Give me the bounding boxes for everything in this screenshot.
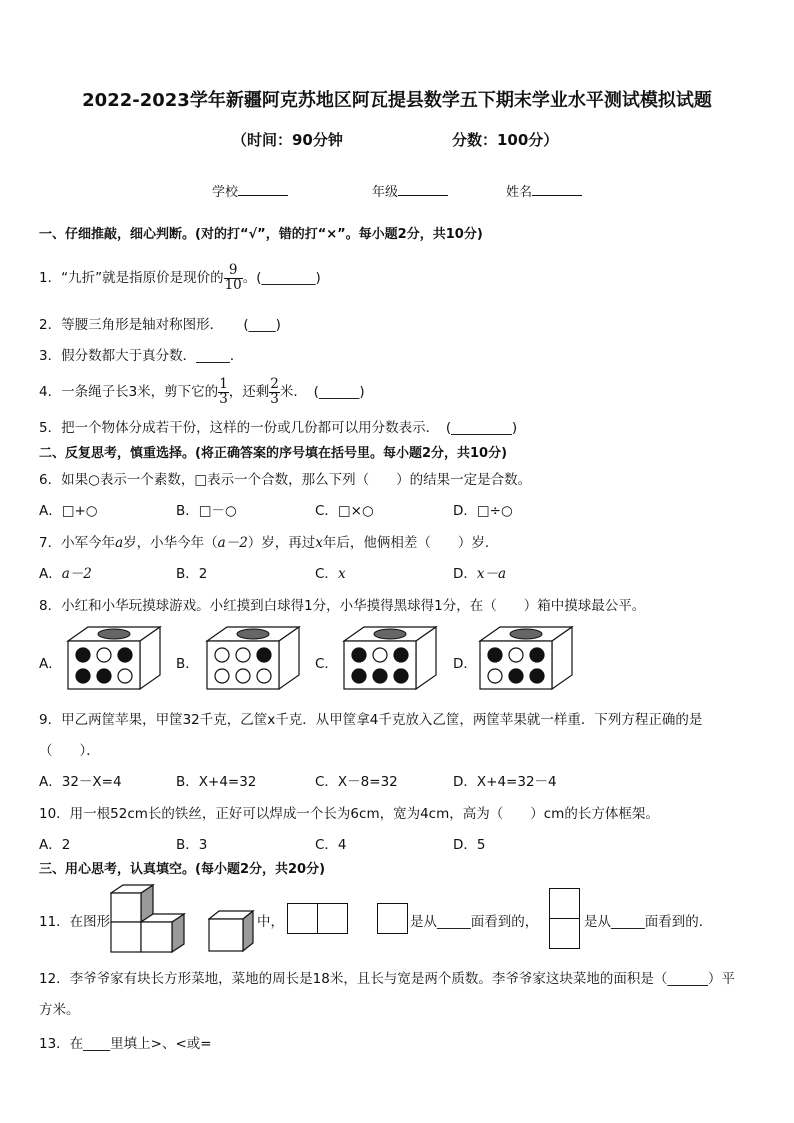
question-9: 9．甲乙两筐苹果，甲筐32千克，乙筐x千克．从甲筐拿4千克放入乙筐，两筐苹果就一样重．下列方程正确的是	[39, 712, 703, 728]
view-square-top	[549, 888, 580, 919]
q7-option-d[interactable]: D．x－a	[453, 566, 507, 582]
question-13: 13．在____里填上>、<或=	[39, 1036, 212, 1052]
question-12-line2: 方米。	[39, 1002, 80, 1018]
black-ball	[118, 648, 132, 662]
ball-box-c	[340, 625, 440, 691]
section-3-heading: 三、用心思考，认真填空。(每小题2分，共20分)	[39, 862, 326, 877]
black-ball	[257, 648, 271, 662]
white-ball	[215, 648, 229, 662]
grade-field[interactable]	[372, 181, 448, 200]
question-12-line1: 12．李爷爷家有块长方形菜地，菜地的周长是18米，且长与宽是两个质数。李爷爷家这块菜地的面积是（______）平	[39, 971, 735, 987]
white-ball	[118, 669, 132, 683]
view-single-square	[377, 903, 408, 934]
question-10: 10．用一根52cm长的铁丝，正好可以焊成一个长为6cm，宽为4cm，高为（ ）cm的长方体框架。	[39, 806, 659, 822]
fraction-2-3: $\frac{2}{3}$	[270, 376, 279, 407]
q9-option-d[interactable]: D．X+4=32－4	[453, 774, 557, 790]
question-6: 6．如果○表示一个素数，□表示一个合数，那么下列（ ）的结果一定是合数。	[39, 472, 532, 488]
q9-option-a[interactable]: A．32－X=4	[39, 774, 122, 790]
black-ball	[76, 648, 90, 662]
school-label: 学校	[212, 185, 239, 200]
white-ball	[236, 648, 250, 662]
black-ball	[394, 648, 408, 662]
black-ball	[76, 669, 90, 683]
white-ball	[509, 648, 523, 662]
q10-option-a[interactable]: A．2	[39, 837, 71, 853]
white-ball	[373, 648, 387, 662]
exam-time: （时间：90分钟	[232, 131, 343, 149]
black-ball	[97, 669, 111, 683]
q10-option-b[interactable]: B．3	[176, 837, 208, 853]
ball-box-a	[64, 625, 164, 691]
grade-label: 年级	[372, 185, 399, 200]
white-ball	[215, 669, 229, 683]
name-field[interactable]	[506, 181, 582, 200]
question-9-answer: （ ）．	[39, 743, 100, 759]
white-ball	[488, 669, 502, 683]
q10-option-d[interactable]: D．5	[453, 837, 486, 853]
q8-option-c[interactable]: C．	[315, 656, 338, 672]
q8-option-d[interactable]: D．	[453, 656, 477, 672]
exam-score: 分数：100分）	[452, 131, 559, 149]
white-ball	[236, 669, 250, 683]
q8-option-b[interactable]: B．	[176, 656, 199, 672]
q10-option-c[interactable]: C．4	[315, 837, 347, 853]
question-4: 4．一条绳子长3米，剪下它的 $\frac{1}{3}$ ，还剩 $\frac{2}{3}$ 米． (______)	[39, 376, 365, 407]
ball-box-b	[203, 625, 303, 691]
q9-option-c[interactable]: C．X－8=32	[315, 774, 398, 790]
question-11-lead: 11．在图形	[39, 914, 111, 930]
single-cube-figure	[208, 910, 258, 954]
black-ball	[530, 669, 544, 683]
black-ball	[509, 669, 523, 683]
white-ball	[257, 669, 271, 683]
q8-option-a[interactable]: A．	[39, 656, 62, 672]
q6-option-c[interactable]: C．□×○	[315, 503, 374, 519]
question-11-view1: 是从_____面看到的，	[410, 914, 539, 930]
q9-option-b[interactable]: B．X+4=32	[176, 774, 257, 790]
question-11-mid: 中，	[257, 914, 284, 930]
q6-option-d[interactable]: D．□÷○	[453, 503, 513, 519]
black-ball	[394, 669, 408, 683]
question-2: 2．等腰三角形是轴对称图形． (____)	[39, 317, 281, 333]
question-7: 7．小军今年a岁，小华今年（a－2）岁，再过x年后，他俩相差（ ）岁．	[39, 535, 499, 551]
black-ball	[352, 648, 366, 662]
black-ball	[530, 648, 544, 662]
question-5: 5．把一个物体分成若干份，这样的一份或几份都可以用分数表示． (_________)	[39, 420, 518, 436]
view-square-right	[317, 903, 348, 934]
page-title: 2022-2023学年新疆阿克苏地区阿瓦提县数学五下期末学业水平测试模拟试题	[82, 90, 712, 111]
q7-option-c[interactable]: C．x	[315, 566, 346, 582]
section-2-heading: 二、反复思考，慎重选择。(将正确答案的序号填在括号里。每小题2分，共10分)	[39, 446, 508, 461]
question-11-view2: 是从_____面看到的．	[584, 914, 713, 930]
question-8: 8．小红和小华玩摸球游戏。小红摸到白球得1分，小华摸得黑球得1分，在（ ）箱中摸球最公平。	[39, 598, 646, 614]
view-square-left	[287, 903, 318, 934]
ball-box-d	[476, 625, 576, 691]
q7-option-a[interactable]: A．a－2	[39, 566, 92, 582]
name-label: 姓名	[506, 185, 533, 200]
black-ball	[488, 648, 502, 662]
school-field[interactable]	[212, 181, 288, 200]
section-1-heading: 一、仔细推敲，细心判断。(对的打“√”，错的打“×”。每小题2分，共10分)	[39, 227, 483, 242]
question-1: 1．“九折”就是指原价是现价的 $\frac{9}{10}$ 。(________)	[39, 262, 321, 293]
fraction-9-10: $\frac{9}{10}$	[224, 262, 242, 293]
question-3: 3．假分数都大于真分数．_____．	[39, 348, 244, 364]
black-ball	[373, 669, 387, 683]
q7-option-b[interactable]: B．2	[176, 566, 208, 582]
q6-option-a[interactable]: A．□+○	[39, 503, 98, 519]
fraction-1-3: $\frac{1}{3}$	[219, 376, 228, 407]
white-ball	[97, 648, 111, 662]
view-square-bottom	[549, 918, 580, 949]
black-ball	[352, 669, 366, 683]
stacked-cubes-figure	[110, 884, 190, 954]
q6-option-b[interactable]: B．□－○	[176, 503, 237, 519]
